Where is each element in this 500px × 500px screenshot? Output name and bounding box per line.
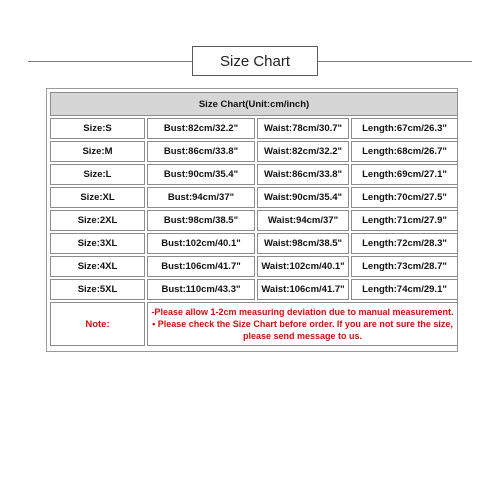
waist-cell: Waist:102cm/40.1" xyxy=(257,256,349,277)
bust-cell: Bust:98cm/38.5" xyxy=(147,210,255,231)
waist-cell: Waist:86cm/33.8" xyxy=(257,164,349,185)
note-line-check-size: • Please check the Size Chart before order. If you are not sure the size, please send message to us. xyxy=(152,319,453,341)
size-cell: Size:5XL xyxy=(50,279,145,300)
bust-cell: Bust:86cm/33.8" xyxy=(147,141,255,162)
bust-cell: Bust:102cm/40.1" xyxy=(147,233,255,254)
note-text xyxy=(147,302,458,346)
waist-cell: Waist:82cm/32.2" xyxy=(257,141,349,162)
length-cell: Length:71cm/27.9" xyxy=(351,210,458,231)
note-row xyxy=(50,302,458,346)
table-row xyxy=(50,118,458,139)
note-label: Note: xyxy=(50,302,145,346)
table-caption: Size Chart(Unit:cm/inch) xyxy=(50,92,458,116)
length-cell: Length:69cm/27.1" xyxy=(351,164,458,185)
size-cell: Size:3XL xyxy=(50,233,145,254)
bust-cell: Bust:106cm/41.7" xyxy=(147,256,255,277)
table-row xyxy=(50,210,458,231)
table-caption-row xyxy=(50,92,458,116)
title-rule-right xyxy=(318,61,472,62)
length-cell: Length:67cm/26.3" xyxy=(351,118,458,139)
table-row xyxy=(50,233,458,254)
size-cell: Size:2XL xyxy=(50,210,145,231)
size-cell: Size:XL xyxy=(50,187,145,208)
note-line-deviation: -Please allow 1-2cm measuring deviation due to manual measurement. xyxy=(151,307,454,317)
length-cell: Length:72cm/28.3" xyxy=(351,233,458,254)
waist-cell: Waist:94cm/37" xyxy=(257,210,349,231)
table-row xyxy=(50,187,458,208)
size-cell: Size:4XL xyxy=(50,256,145,277)
table-row xyxy=(50,279,458,300)
bust-cell: Bust:94cm/37" xyxy=(147,187,255,208)
waist-cell: Waist:78cm/30.7" xyxy=(257,118,349,139)
size-chart-table xyxy=(48,90,460,348)
table-row xyxy=(50,141,458,162)
title-rule-left xyxy=(28,61,192,62)
bust-cell: Bust:82cm/32.2" xyxy=(147,118,255,139)
table-row xyxy=(50,256,458,277)
page-title: Size Chart xyxy=(192,46,318,76)
size-cell: Size:S xyxy=(50,118,145,139)
waist-cell: Waist:90cm/35.4" xyxy=(257,187,349,208)
size-cell: Size:M xyxy=(50,141,145,162)
length-cell: Length:74cm/29.1" xyxy=(351,279,458,300)
bust-cell: Bust:110cm/43.3" xyxy=(147,279,255,300)
length-cell: Length:68cm/26.7" xyxy=(351,141,458,162)
bust-cell: Bust:90cm/35.4" xyxy=(147,164,255,185)
table-row xyxy=(50,164,458,185)
length-cell: Length:70cm/27.5" xyxy=(351,187,458,208)
size-cell: Size:L xyxy=(50,164,145,185)
waist-cell: Waist:106cm/41.7" xyxy=(257,279,349,300)
length-cell: Length:73cm/28.7" xyxy=(351,256,458,277)
waist-cell: Waist:98cm/38.5" xyxy=(257,233,349,254)
